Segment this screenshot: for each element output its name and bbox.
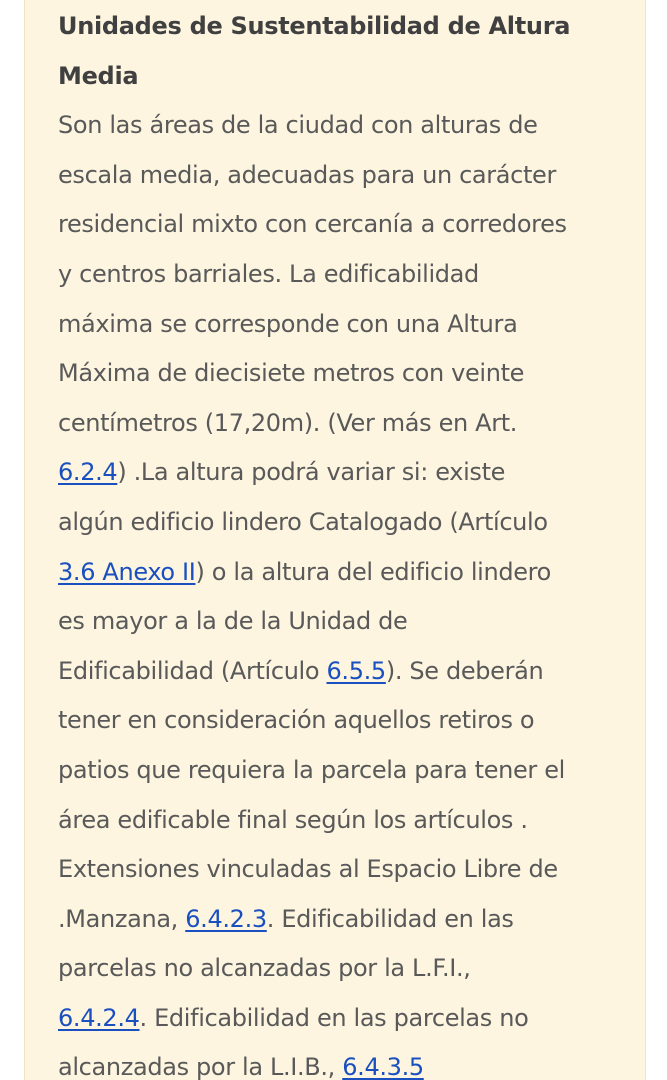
paragraph-line: tener en consideración aquellos retiros o	[58, 706, 535, 735]
link-article-6-4-2-4[interactable]: 6.4.2.4	[58, 1003, 140, 1032]
paragraph-text: .Manzana,	[58, 904, 186, 933]
paragraph-text: alcanzadas por la L.I.B.,	[58, 1053, 343, 1080]
paragraph-line	[58, 994, 620, 1044]
paragraph-line: Extensiones vinculadas al Espacio Libre de	[58, 855, 558, 884]
paragraph-text: . Edificabilidad en las parcelas no	[139, 1003, 529, 1032]
paragraph-line: residencial mixto con cercanía a corredores	[58, 210, 567, 239]
paragraph-line: máxima se corresponde con una Altura	[58, 309, 518, 338]
section-title	[58, 2, 618, 101]
paragraph-text: ). Se deberán	[385, 656, 544, 685]
link-article-6-4-2-3[interactable]: 6.4.2.3	[185, 904, 267, 933]
paragraph-line: algún edificio lindero Catalogado (Artículo	[58, 507, 548, 536]
paragraph-line: Son las áreas de la ciudad con alturas de	[58, 111, 538, 140]
paragraph-line: área edificable final según los artículos .	[58, 805, 528, 834]
paragraph-line: centímetros (17,20m). (Ver más en Art.	[58, 408, 518, 437]
paragraph-line: parcelas no alcanzadas por la L.F.I.,	[58, 954, 471, 983]
paragraph-line	[58, 1043, 620, 1080]
section-title-line-2: Media	[58, 61, 139, 90]
paragraph-line	[58, 647, 620, 697]
paragraph-text: ) o la altura del edificio lindero	[195, 557, 551, 586]
paragraph-line	[58, 548, 620, 598]
paragraph-line: patios que requiera la parcela para tener el	[58, 755, 565, 784]
paragraph-line	[58, 895, 620, 945]
paragraph-text: . Edificabilidad en las	[266, 904, 514, 933]
section-title-line-1: Unidades de Sustentabilidad de Altura	[58, 12, 571, 40]
section-description	[58, 101, 620, 1080]
paragraph-line: escala media, adecuadas para un carácter	[58, 160, 556, 189]
paragraph-line: es mayor a la de la Unidad de	[58, 607, 408, 636]
link-article-6-5-5[interactable]: 6.5.5	[326, 656, 386, 685]
link-article-6-4-3-5[interactable]: 6.4.3.5	[342, 1053, 424, 1080]
paragraph-text: Edificabilidad (Artículo	[58, 656, 327, 685]
link-article-3-6-anexo-ii[interactable]: 3.6 Anexo II	[58, 557, 196, 586]
link-article-6-2-4[interactable]: 6.2.4	[58, 458, 118, 487]
paragraph-text: ) .La altura podrá variar si: existe	[117, 458, 506, 487]
paragraph-line: y centros barriales. La edificabilidad	[58, 259, 479, 288]
info-card	[24, 0, 646, 1080]
paragraph-line	[58, 448, 620, 498]
paragraph-line: Máxima de diecisiete metros con veinte	[58, 359, 525, 388]
